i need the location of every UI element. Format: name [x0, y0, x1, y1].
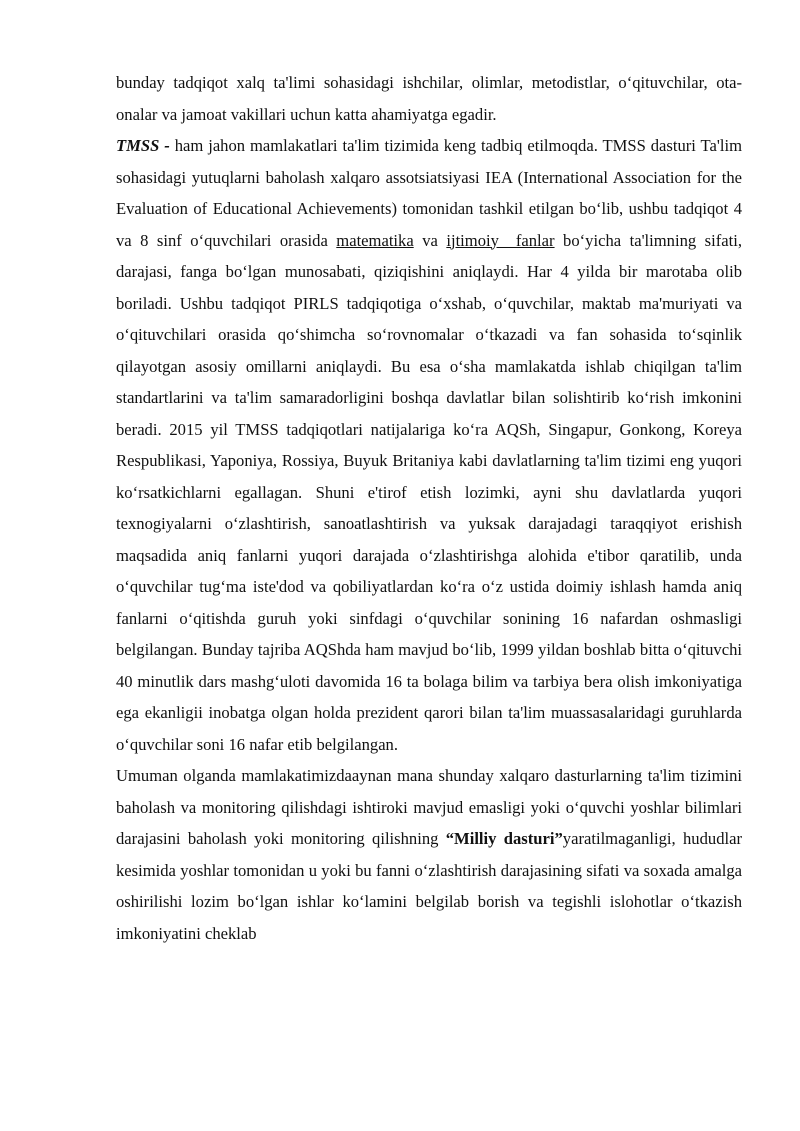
tmss-lead-term: TMSS -: [116, 136, 170, 155]
paragraph-conclusion: [116, 760, 742, 949]
paragraph-intro-text: bunday tadqiqot xalq ta'limi sohasidagi ishchilar, olimlar, metodistlar, o‘qituvchilar, ota-onalar va jamoat vakillari uchun katta ahamiyatga egadir.: [116, 73, 742, 124]
milliy-dasturi-term: “Milliy dasturi”: [445, 829, 563, 848]
conclusion-text-part-1: Umuman olganda mamlakatimizdaaynan mana shunday xalqaro dasturlarning ta'lim tizimini baholash va monitoring qilishdagi ishtiroki mavjud emasligi yoki o‘quvchi yoshlar bilimlari darajasini baholash yoki monitoring qilishning: [116, 766, 742, 848]
link-ijtimoiy-fanlar[interactable]: ijtimoiy fanlar: [446, 230, 555, 250]
paragraph-intro: [116, 67, 742, 130]
link-matematika[interactable]: matematika: [336, 230, 414, 250]
tmss-text-part-1: ham jahon mamlakatlari ta'lim tizimida keng tadbiq etilmoqda. TMSS dasturi Ta'lim sohasidagi yutuqlarni baholash xalqaro assotsiatsiyasi IEA (International Association for the Evaluation of Educational Achievements) tomonidan tashkil etilgan bo‘lib, ushbu tadqiqot 4 va 8 sinf o‘quvchilari orasida: [116, 136, 742, 250]
paragraph-tmss: [116, 130, 742, 760]
conclusion-text-part-2: yaratilmaganligi, hududlar kesimida yoshlar tomonidan u yoki bu fanni o‘zlashtirish darajasining sifati va soxada amalga oshirilishi lozim bo‘lgan ishlar ko‘lamini belgilab borish va tegishli islohotlar o‘tkazish imkoniyatini cheklab: [116, 829, 742, 943]
tmss-text-part-3: bo‘yicha ta'limning sifati, darajasi, fanga bo‘lgan munosabati, qiziqishini aniqlaydi. Har 4 yilda bir marotaba olib boriladi. Ushbu tadqiqot PIRLS tadqiqotiga o‘xshab, o‘quvchilar, maktab ma'muriyati va o‘qituvchilari orasida qo‘shimcha so‘rovnomalar o‘tkazadi va fan sohasida to‘sqinlik qilayotgan asosiy omillarni aniqlaydi. Bu esa o‘sha mamlakatda ishlab chiqilgan ta'lim standartlarini va ta'lim samaradorligini boshqa davlatlar bilan solishtirib ko‘rish imkonini beradi. 2015 yil TMSS tadqiqotlari natijalariga ko‘ra AQSh, Singapur, Gonkong, Koreya Respublikasi, Yaponiya, Rossiya, Buyuk Britaniya kabi davlatlarning ta'lim tizimi eng yuqori ko‘rsatkichlarni egallagan. Shuni e'tirof etish lozimki, ayni shu davlatlarda yuqori texnogiyalarni o‘zlashtirish, sanoatlashtirish va yuksak darajadagi taraqqiyot erishish maqsadida aniq fanlarni yuqori darajada o‘zlashtirishga alohida e'tibor qaratilib, unda o‘quvchilar tug‘ma iste'dod va qobiliyatlardan ko‘ra o‘z ustida doimiy ishlash hamda aniq fanlarni o‘qitishda guruh yoki sinfdagi o‘quvchilar sonining 16 nafardan oshmasligi belgilangan. Bunday tajriba AQShda ham mavjud bo‘lib, 1999 yildan boshlab bitta o‘qituvchi 40 minutlik dars mashg‘uloti davomida 16 ta bolaga bilim va tarbiya bera olish imkoniyatiga ega ekanligii inobatga olgan holda prezident qarori bilan ta'lim muassasalaridagi guruhlarda o‘quvchilar soni 16 nafar etib belgilangan.: [116, 230, 742, 754]
tmss-text-part-2: va: [413, 230, 447, 250]
